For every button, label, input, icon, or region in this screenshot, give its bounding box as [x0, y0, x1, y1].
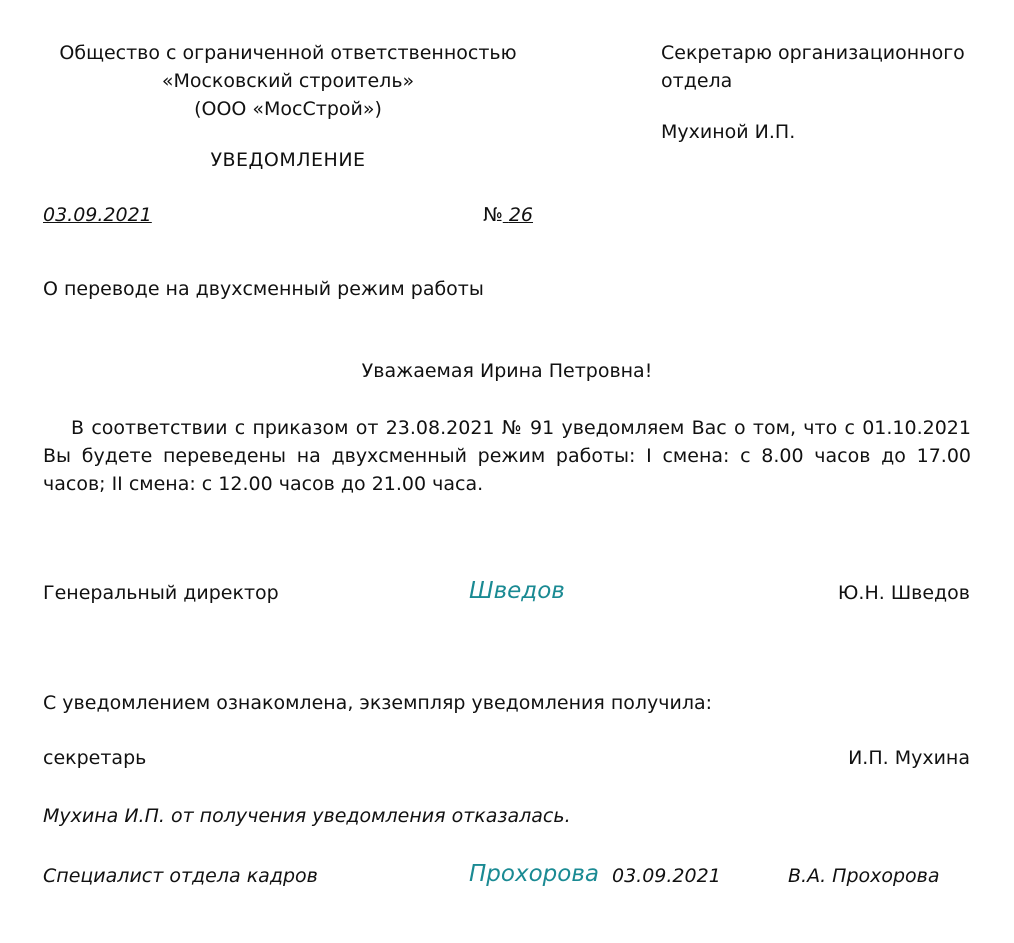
org-line-2: «Московский строитель» [161, 70, 415, 92]
document-title: УВЕДОМЛЕНИЕ [210, 149, 366, 171]
addressee-line-1: Секретарю организационного [661, 42, 965, 64]
director-position: Генеральный директор [43, 582, 279, 604]
employee-name: И.П. Мухина [848, 747, 970, 769]
number-value: 26 [508, 204, 533, 226]
document-subject: О переводе на двухсменный режим работы [43, 278, 484, 300]
greeting: Уважаемая Ирина Петровна! [361, 360, 653, 382]
hr-specialist-name: В.А. Прохорова [788, 865, 940, 887]
director-signature: Шведов [469, 578, 565, 604]
document-date: 03.09.2021 [43, 204, 152, 226]
refusal-date: 03.09.2021 [612, 865, 721, 887]
director-name: Ю.Н. Шведов [837, 582, 970, 604]
employee-position: секретарь [43, 747, 147, 769]
org-line-3: (ООО «МосСтрой») [194, 98, 382, 120]
hr-specialist-position: Специалист отдела кадров [43, 865, 318, 887]
addressee-name: Мухиной И.П. [661, 121, 796, 143]
refusal-note: Мухина И.П. от получения уведомления отказалась. [43, 805, 571, 827]
document-number [483, 204, 533, 226]
notice-body: В соответствии с приказом от 23.08.2021 № 91 уведомляем Вас о том, что с 01.10.2021 Вы будете переведены на двухсменный режим работы: I смена: с 8.00 часов до 17.00 часов; II смена: с 12.00 часов до 21.00 часа. [43, 417, 971, 495]
hr-specialist-signature: Прохорова [469, 861, 599, 887]
acknowledgement-text: С уведомлением ознакомлена, экземпляр уведомления получила: [43, 692, 713, 714]
addressee-line-2: отдела [661, 70, 733, 92]
org-line-1: Общество с ограниченной ответственностью [59, 42, 517, 64]
organization-name [0, 39, 576, 123]
addressee [661, 39, 965, 95]
number-label: № [483, 204, 503, 226]
